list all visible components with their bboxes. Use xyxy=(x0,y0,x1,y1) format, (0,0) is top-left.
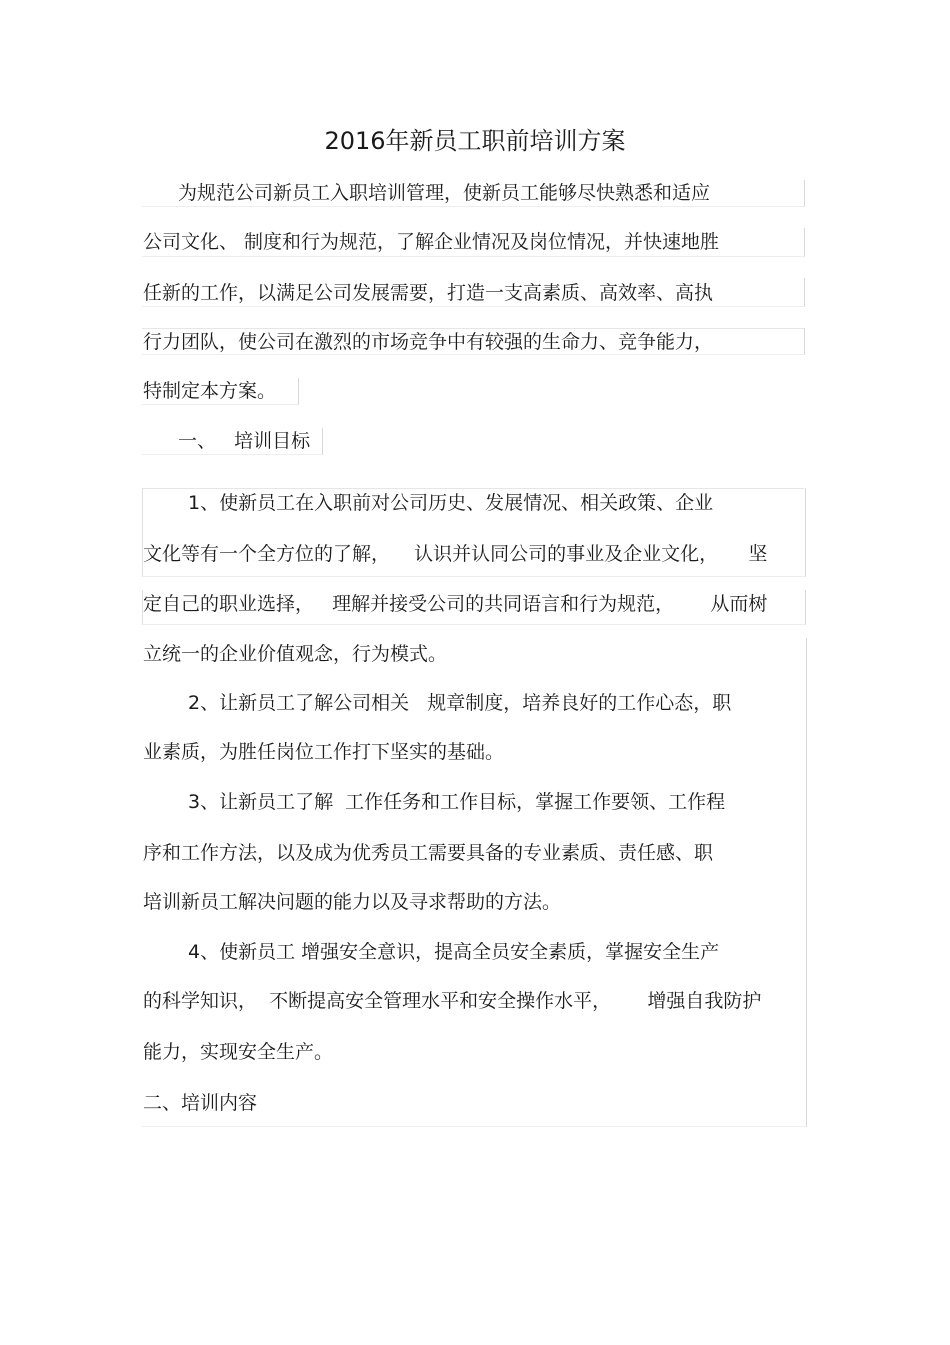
intro-line-4: 行力团队，使公司在激烈的市场竞争中有较强的生命力、竞争能力， xyxy=(143,331,714,353)
goal-3-line-1: 3、让新员工了解 工作任务和工作目标，掌握工作要领、工作程 xyxy=(188,791,726,813)
goal-2-line-2: 业素质，为胜任岗位工作打下坚实的基础。 xyxy=(143,741,505,763)
section-heading-2: 二、培训内容 xyxy=(143,1092,258,1114)
goal-2-line-1: 2、让新员工了解公司相关 规章制度，培养良好的工作心态，职 xyxy=(188,692,732,714)
goal-1-line-2: 文化等有一个全方位的了解， 认识并认同公司的事业及企业文化， 坚 xyxy=(143,543,768,565)
intro-line-2: 公司文化、 制度和行为规范，了解企业情况及岗位情况，并快速地胜 xyxy=(143,231,720,253)
goal-3-line-3: 培训新员工解决问题的能力以及寻求帮助的方法。 xyxy=(143,891,562,913)
goal-3-line-2: 序和工作方法，以及成为优秀员工需要具备的专业素质、责任感、职 xyxy=(143,842,714,864)
goal-1-line-1: 1、使新员工在入职前对公司历史、发展情况、相关政策、企业 xyxy=(188,492,714,514)
goal-4-line-3: 能力，实现安全生产。 xyxy=(143,1041,334,1063)
intro-line-3: 任新的工作，以满足公司发展需要，打造一支高素质、高效率、高执 xyxy=(143,282,714,304)
goal-1-line-4: 立统一的企业价值观念，行为模式。 xyxy=(143,643,448,665)
goal-1-line-3: 定自己的职业选择， 理解并接受公司的共同语言和行为规范， 从而树 xyxy=(143,593,768,615)
section-heading-1: 一、 培训目标 xyxy=(178,430,311,452)
intro-line-1: 为规范公司新员工入职培训管理，使新员工能够尽快熟悉和适应 xyxy=(178,182,711,204)
page-title: 2016年新员工职前培训方案 xyxy=(324,127,626,155)
intro-line-5: 特制定本方案。 xyxy=(143,380,277,402)
goal-4-line-2: 的科学知识， 不断提高安全管理水平和安全操作水平， 增强自我防护 xyxy=(143,990,762,1012)
goal-4-line-1: 4、使新员工 增强安全意识，提高全员安全素质，掌握安全生产 xyxy=(188,941,720,963)
